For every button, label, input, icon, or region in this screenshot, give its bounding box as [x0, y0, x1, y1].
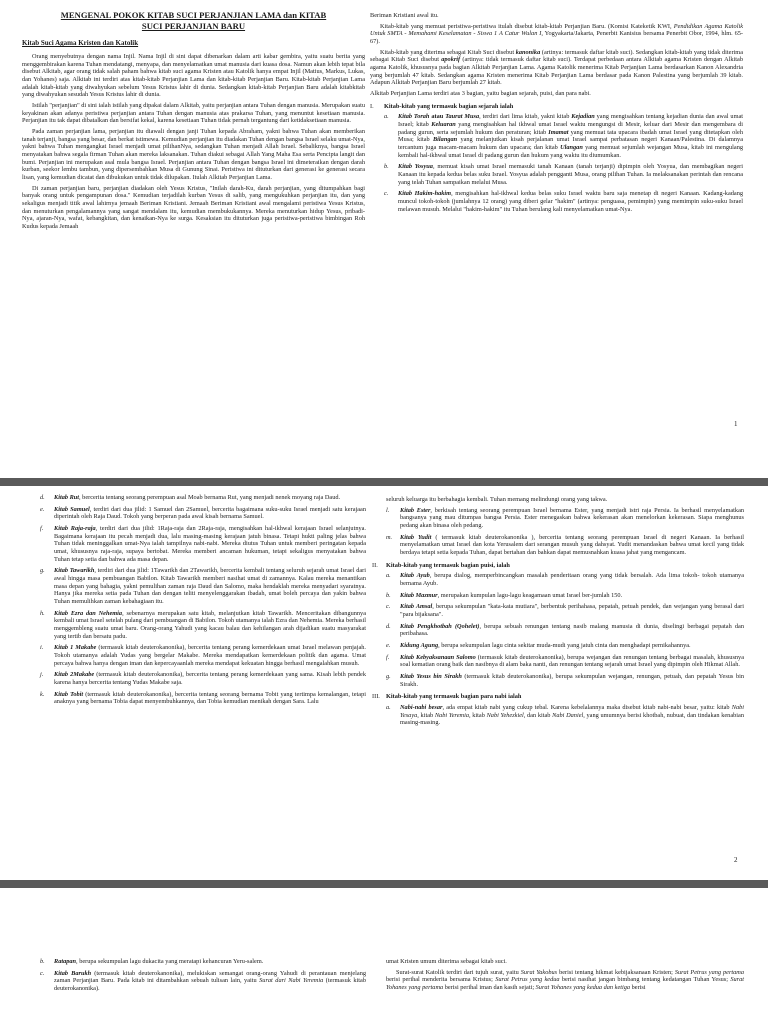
list-item-torah: a. Kitab Torah atau Taurat Musa, terdiri dari lima kitab, yakni kitab Kejadian yang mengisahkan tentang kejadian dunia dan awal umat Israel; kitab Keluaran yang mengisahkan hal ikhwal umat Israel waktu mengungsi di Mesir, keluar dari Mesir dan mengembara di padang gurun, serta sejumlah hukum dan peraturan; kitab Imamat yang memuat tata upacara ibadah umat Israel yang ditetapkan oleh Musa; kitab Bilangan yang melanjutkan kisah perjalanan umat Israel sampai perbatasan negeri Kanaan/Palestina. Di dalamnya tercantum juga macam-macam hukum dan upacara; dan kitab Ulangan yang memuat sejumlah wejangan Musa, kitab ini mengulang kembali hal-ikhwal umat Israel di padang gurun dan hukum yang waktu itu diumumkan. — [384, 113, 744, 159]
list-item-pengkhotbah: d. Kitab Pengkhotbah (Qohelet), berupa sebuah renungan tentang nasib malang manusia di dunia, diselingi berbagai pepatah dan peribahasa. — [386, 622, 744, 638]
page1-right-column — [370, 12, 743, 217]
page1-left-column — [22, 10, 365, 234]
document-page-2 — [0, 486, 768, 880]
list-item-ratapan: b. Ratapan, berupa sekumpulan lagu dukacita yang meratapi kehancuran Yeru-salem. — [40, 958, 264, 965]
paragraph: Di zaman perjanjian baru, perjanjian diadakan oleh Yesus Kristus, "Inilah darah-Ku, darah perjanjian, yang ditumpahkan bagi banyak orang untuk pengampunan dosa." Kemudian terjadilah kurban Yesus di salib, yang mengukuhkan perjanjian itu, dan yang sekaligus menjadi titik awal lahirnya jemaah Beriman Kristiani. Jemaah Beriman Kristiani awal mengalami peristiwa Yesus Kristus, dan menuturkan pengalamannya yang sangat mendalam itu, kemudian membukukannya. Mereka menuturkan hidup Yesus, pribadi-Nya, ajaran-Nya, wafat, kebangkitan, dan kenaikan-Nya ke surga. Kesaksian itu dituturkan juga peristiwa-peristiwa bimbingan Roh Kudus kepada Jemaah — [22, 184, 365, 231]
page2-right-column — [372, 496, 744, 731]
list-item-ayub: a. Kitab Ayub, berupa dialog, memperbincangkan masalah penderitaan orang yang tidak bersalah. Ada lima tokoh- tokoh utamanya bernama Ayub. — [386, 572, 744, 588]
section-heading-puisi: II. Kitab-kitab yang termasuk bagian puisi, ialah — [372, 561, 510, 569]
page3-left-column — [40, 958, 366, 997]
paragraph: Kitab-kitab yang memuat peristiwa-peristiwa itulah disebut kitab-kitab Perjanjian Baru. (Komisi Kateketik KWI, Pendidikan Agama Katolik Untuk SMTA - Memahami Keselamatan - Siswa 1 A Catur Wulan I, Yogyakarta/Jakarta, Penerbit Kanisius bersama Penerbit Obor, 1994, hlm. 65-67). — [370, 22, 743, 46]
section-heading-para-nabi: III. Kitab-kitab yang termasuk bagian para nabi ialah — [372, 693, 522, 701]
paragraph: Surat-surat Katolik terdiri dari tujuh surat, yaitu Surat Yakobus berisi tentang hikmat kebijaksanaan Kristen; Surat Petrus yang pertama berisi perihal menderita bersama Kristus; Surat Petrus yang kedua berisi nasihat jangan bimbang tentang kedatangan Tuhan Yesus; Surat Yohanes yang pertama berisi perihal iman dan kasih sejati; Surat Yohanes yang kedua dan ketiga berisi — [386, 968, 744, 992]
list-item-2-makabe: j. Kitab 2Makabe (termasuk kitab deuterokanonika), bercerita tentang perang kemerdekaan yang sama. Kisah lebih pendek karena hanya bercerita tentang Yudas Makabe saja. — [40, 671, 366, 687]
page2-left-column — [40, 494, 366, 710]
document-page-3 — [0, 888, 768, 1024]
list-item-kidung-agung: e. Kidung Agung, berupa sekumpulan lagu cinta sekitar muda-mudi yang jatuh cinta dan menghadapi pernikahannya. — [386, 642, 691, 650]
list-item-barukh: c. Kitab Barukh (termasuk kitab deuterokanonika), melukiskan semangat orang-orang Yahudi di perantauan menjelang zaman Perjanjian Baru. Pada kitab ini ditambahkan sebuah tulisan lain, yaitu Surat dari Nabi Yeremia (termasuk kitab deuterokanonika). — [40, 969, 366, 993]
paragraph: Alkitab Perjanjian Lama terdiri atas 3 bagian, yaitu bagian sejarah, puisi, dan para nabi. — [370, 90, 591, 98]
document-title: MENGENAL POKOK KITAB SUCI PERJANJIAN LAMA dan KITAB SUCI PERJANJIAN BARU — [60, 10, 327, 31]
list-item-yosyua: b. Kitab Yosyua, memuat kisah umat Israel memasuki tanah Kanaan (tanah terjanji) dipimpin oleh Yosyua, dan membagikan negeri Kanaan itu kepada kedua belas suku Israel. Yosyua adalah pengganti Musa, orang pilihan Tuhan. Ia melaksanakan perintah dan rencana yang telah Tuhan sampaikan melalui Musa. — [384, 163, 744, 186]
list-item-tawarikh: g. Kitab Tawarikh, terdiri dari dua jilid: 1Tawarikh dan 2Tawarikh, bercerita kembali tentang seluruh sejarah umat Israel dari awal hingga masa pembuangan Babilon. Kitab Tawarikh memberi nasihat umat di zamannya. Kalau mereka menantikan masa depan yang bahagia, yakni pemulihan zaman raja Daud dan Salomo, maka hendaklah mereka menyadari syaratnya. Hanya jika mereka setia pada Tuhan dan dengan teliti menyelenggarakan ibadah, umat boleh percaya dan yakin bahwa Tuhan memulihkan zaman kebahagiaan itu. — [40, 567, 367, 606]
list-item-1-makabe: i. Kitab 1 Makabe (termasuk kitab deuterokanonika), bercerita tentang perang kemerdekaan umat Israel melawan penjajah. Tokoh utamanya adalah Yudas yang bergelar Makabe. Mereka mendapatkan kemerdekaan politik dan agama. Umat percaya bahwa hanya dengan iman dan kepercayaanlah mereka mendapat kekuatan hingga berhasil mengalahkan musuh. — [40, 644, 366, 667]
list-item-tobit: k. Kitab Tobit (termasuk kitab deuterokanonika), bercerita tentang seorang bernama Tobit yang tertimpa kemalangan, tetapi anaknya yang bernama Tobia dapat menyembuhkannya, dan Tobia kemudian menikah dengan Sara. Lalu — [40, 690, 366, 706]
list-item-amsal: c. Kitab Amsal, berupa sekumpulan "kata-kata mutiara", berbentuk perihahasa, pepatah, petuah pendek, dan wejangan yang berasal dari "para bijaksana". — [386, 603, 744, 619]
paragraph: Orang menyebutnya dengan nama Injil. Nama Injil di sini dapat dibenarkan dalam arti kabar gembira, yaitu suatu berita yang menggembirakan karena Tuhan mendatangi, menyapa, dan menyelamatkan umat manusia dari kuasa dosa. Namun akan lebih tepat bila disebut Alkitab, agar orang tidak salah paham bahwa kitab suci agama Kristen atau Katolik hanya empat Injil (Matius, Markus, Lukas, dan Yohanes) saja. Alkitab ini terdiri atas kitab-kitab Perjanjian Lama dan kitab-kitab Perjanjian Baru. Kitab-kitab Perjanjian Lama adalah kitab-kitab yang diwahyukan sebelum Yesus Kristus lahir di dunia. Sedangkan kitab-kitab Perjanjian Baru adalah kitabkitab yang diwahyukan sesudah Yesus Kristus lahir di dunia. — [22, 53, 365, 99]
page-number: 1 — [734, 420, 738, 428]
list-item-ester: l. Kitab Ester, berkisah tentang seorang perempuan Israel bernama Ester, yang menjadi istri raja Persia. Ia berhasil menyelamatkan bangsanya yang mau ditumpas bangsa Persia. Ester menegaskan bahwa kekerasan akan menelorkan kekerasan. Siapa menghunus pedang akan binasa oleh pedang. — [386, 506, 745, 530]
paragraph: Kitab-kitab yang diterima sebagai Kitab Suci disebut kanonika (artinya: termasuk daftar kitab suci). Sedangkan kitab-kitab yang tidak diterima sebagai Kitab Suci disebut apokrif (artinya: tidak termasuk daftar kitab suci). Terdapat perbedaan antara Alkitab agama Kristen dengan Alkitab agama Katolik, khususnya pada bagian Alkitab Perjanjian Lama. Agama Katolik menerima Kitab Perjanjian Lama berdasarkan Kanon Alexandria yang berjumlah 47 kitab. Sedangkan agama Kristen menerima Kitab Perjanjian Lama berdasar pada Kanon Palestina yang berjumlah 39 kitab. Adapun Alkitab Perjanjian Baru berjumlah 27 kitab. — [370, 48, 743, 87]
document-page-1 — [0, 0, 768, 478]
paragraph: seluruh keluarga itu berbahagia kembali. Tuhan memang melindungi orang yang takwa. — [386, 496, 608, 503]
list-item-raja-raja: f. Kitab Raja-raja, terdiri dari dua jilid: 1Raja-raja dan 2Raja-raja, mengisahkan hal-ikhwal kerajaan Israel selanjutnya. Bagaimana kerajaan itu pecah menjadi dua, lalu masing-masing kerajaan jatuh binasa. Tetapi hukti paling jelas bahwa Tuhan tidak meninggalkan umat-Nya ialah tampilnya nabi-nabi. Mereka diutus Tuhan untuk memberi peringatan kepada umat, khususnya raja-raja, supaya bertobat. Mereka memberi ancaman hukuman, tetapi sekaligus menyatakan bahwa Tuhan tetap setia dan bahwa ada masa depan. — [40, 525, 366, 563]
paragraph: umat Kristen umum diterima sebagai kitab suci. — [386, 958, 507, 965]
list-item-yudit: m. Kitab Yudit ( termasuk kitab deuterokanonika ), bercerita tentang seorang perempuan Israel di negeri Kanaan. Ia berhasil menyelamatkan umat Israel dan kota Yerusalem dari serangan musuh yang dahsyat. Yudit menandaskan bahwa umat kecil yang tidak berdaya tetapi setia kepada Tuhan, dapat bertahan dan bahkan dapat memusnahkan kuasa jahat yang mengancam. — [386, 533, 744, 557]
paragraph: Istilah "perjanjian" di sini ialah istilah yang dipakai dalam Alkitab, yaitu perjanjian antara Tuhan dengan manusia. Merupakan suatu keyakinan akan adanya peristiwa perjanjian antara Tuhan dengan manusia atas prakarsa Tuhan, yang menuntut kesetiaan manusia. Perjanjian itu tak dapat dibatalkan dan bersifat kekal, karena kesetiaan Tuhan tidak pernah tergantung dari ketidaksetiaan manusia. — [22, 102, 365, 125]
section-heading-sejarah: I. Kitab-kitab yang termasuk bagian sejarah ialah — [370, 102, 514, 110]
list-item-hakim-hakim: c. Kitab Hakim-hakim, mengisahkan hal-ikhwal kedua belas suku Israel waktu baru saja menetap di negeri Kanaan. Kadang-kadang muncul tokoh-tokoh (jumlahnya 12 orang) yang diberi gelar "hakim" (artinya: penguasa, pemimpin) yang memimpin suku-suku Israel melawan musuh. Melalui "hakim-hakim" itu Tuhan berulang kali menyelamatkan umat-Nya. — [384, 190, 743, 213]
list-item-rut: d. Kitab Rut, bercerita tentang seorang perempuan asal Moab bernama Rut, yang menjadi nenek moyang raja Daud. — [40, 494, 341, 501]
paragraph: Pada zaman perjanjian lama, perjanjian itu diawali dengan janji Tuhan kepada Abraham, yakni bahwa Tuhan akan memberikan tanah terjanji, bangsa yang besar, dan berkat istimewa. Kemudian perjanjian itu diadakan Tuhan dengan bangsa Israel selaku umat-Nya, yakni bahwa Tuhan mengangkat Israel menjadi umat pilihanNya, sedangkan Tuhan menjadi Allah Israel. Sebaliknya, bangsa Israel menyatakan bahwa segala firman Tuhan akan mereka laksanakan. Tuhan diakui sebagai Allah Yang Maha Esa serta Pencipta langit dan bumi. Perjanjian ini merupakan asal mula bangsa Israel. Perjanjian antara Tuhan dengan bangsa Israel ini dimeteraikan dengan darah kurban, seekor lembu tambun, yang dipersembahkan Musa di Gunung Sinai. Peristiwa ini dituturkan dari generasi ke generasi secara lisan, yang kemudian dicatat dan dibukukan untuk tidak dilupakan. Itulah Alkitab Perjanjian Lama. — [22, 128, 365, 182]
page-number: 2 — [734, 856, 738, 864]
list-item-ezra-nehemia: h. Kitab Ezra dan Nehemia, sebenarnya merupakan satu kitab, melanjutkan kitab Tawarikh. Menceritakan dibangunnya kembali umat Israel setelah pulang dari pembuangan di Babilon. Tokoh utamanya ialah Ezra dan Nehemia. Mereka berhasil menggembleng suatu umat baru. Orang-orang Yahudi yang kacau balau dan kehilangan arah dijadikan suatu masyarakat yang tertib dan bersatu padu. — [40, 609, 366, 640]
list-item-samuel: e. Kitab Samuel, terdiri dari dua jilid: 1 Samuel dan 2Samuel, bercerita bagaimana suku-suku Israel menjadi satu kerajaan diperintah oleh Raja Daud. Tokoh yang berperan pada awal kisah bernama Samuel. — [40, 505, 366, 521]
list-item-yesus-bin-sirakh: g. Kitab Yesus bin Sirakh (termasuk kitab deuterokanonika), berupa sekumpulan wejangan, renungan, petuah, dan pepatah Yesus bin Sirakh. — [386, 673, 744, 688]
page3-right-column — [386, 958, 744, 995]
list-item-kebijaksanaan-salomo: f. Kitab Kebyaksanaan Salomo (termasuk kitab deuterokanonika), berupa wejangan dan renungan tentang berbagai masalah, khususnya soal kematian orang baik dan nasibnya di alam baka nanti, dan renungan tentang sejarah umat Israel yang dipimpin oleh Hikmat Allah. — [386, 653, 744, 669]
list-item-mazmur: b. Kitab Mazmur, merupakan kumpulan lagu-lagu keagamaan umat Israel ber-jumlah 150. — [386, 591, 623, 599]
section-heading: Kitab Suci Agama Kristen dan Katolik — [22, 39, 139, 48]
list-item-nabi-besar: a. Nabi-nabi besar, ada empat kitab nabi yang cukup tebal. Karena kebelalannya maka disebut kitab nabi-nabi besar, yaitu: kitab Nabi Yesaya, kitab Nabi Yeremia, kitab Nabi Yehezkiel, dan kitab Nabi Daniel, yang umumnya berisi khotbah, nubuat, dan tindakan kenabian masing-masing. — [386, 704, 744, 727]
paragraph: Beriman Kristiani awal itu. — [370, 12, 439, 19]
